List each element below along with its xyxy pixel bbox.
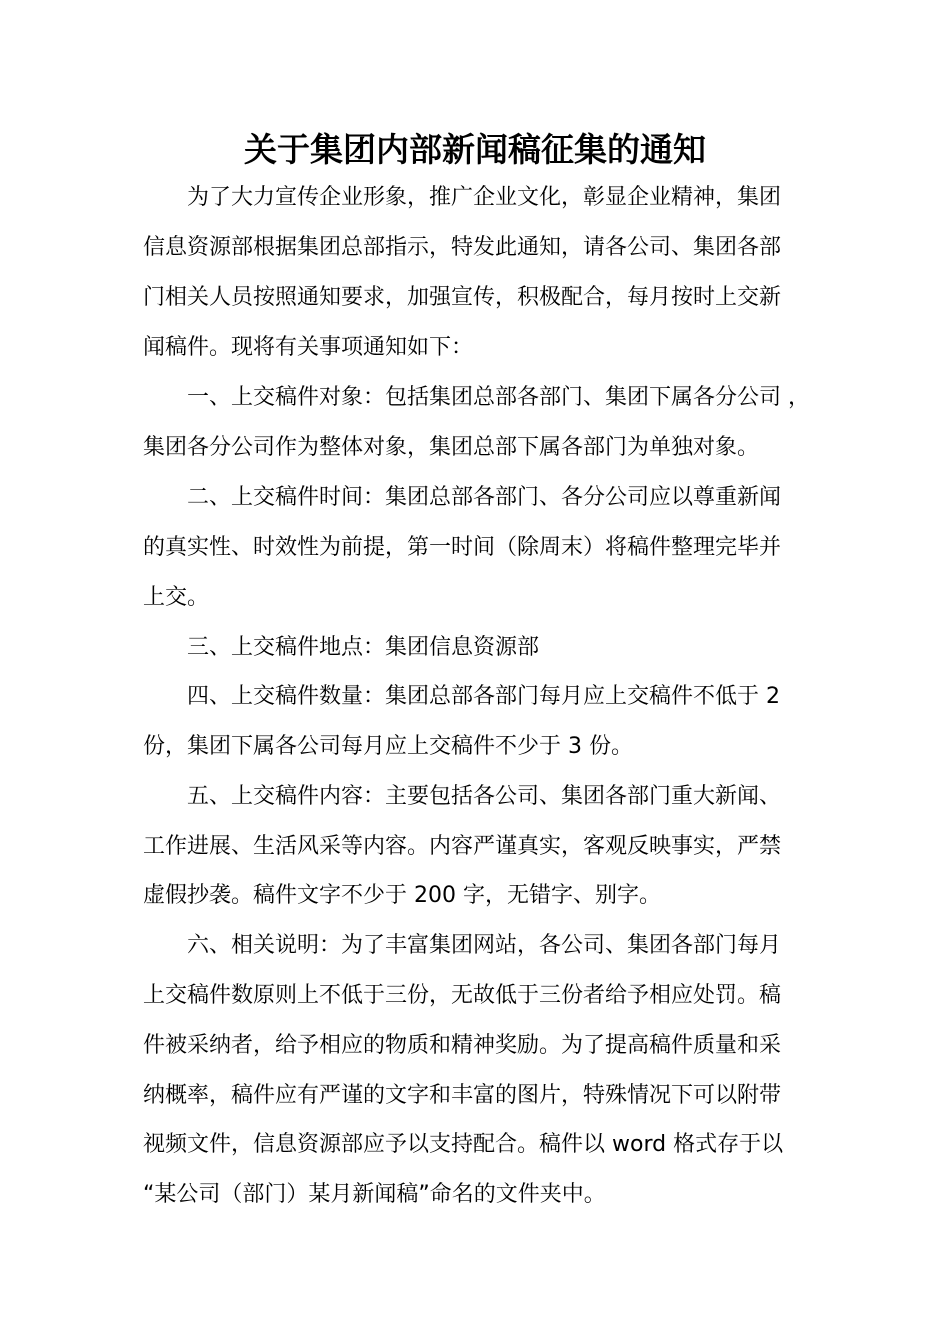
paragraph-line: 六、相关说明：为了丰富集团网站，各公司、集团各部门每月 [187,933,782,958]
paragraph-line: 视频文件，信息资源部应予以支持配合。稿件以 word 格式存于以 [143,1132,784,1157]
paragraph-line: 份，集团下属各公司每月应上交稿件不少于 3 份。 [143,734,633,759]
paragraph-line: 的真实性、时效性为前提，第一时间（除周末）将稿件整理完毕并 [143,535,782,560]
paragraph-line: 四、上交稿件数量：集团总部各部门每月应上交稿件不低于 2 [187,684,780,709]
paragraph-line: 闻稿件。现将有关事项通知如下： [143,335,474,360]
paragraph-line: 工作进展、生活风采等内容。内容严谨真实，客观反映事实，严禁 [143,834,782,859]
paragraph-line: 二、上交稿件时间：集团总部各部门、各分公司应以尊重新闻 [187,485,782,510]
paragraph-line: 一、上交稿件对象：包括集团总部各部门、集团下属各分公司 ， [187,385,810,410]
paragraph-line: 件被采纳者，给予相应的物质和精神奖励。为了提高稿件质量和采 [143,1033,782,1058]
paragraph-line: 虚假抄袭。稿件文字不少于 200 字，无错字、别字。 [143,883,661,908]
paragraph-line: 五、上交稿件内容：主要包括各公司、集团各部门重大新闻、 [187,784,782,809]
paragraph-line: 集团各分公司作为整体对象，集团总部下属各部门为单独对象。 [143,435,760,460]
document-title: 关于集团内部新闻稿征集的通知 [244,130,706,169]
paragraph-line: 上交。 [143,585,210,610]
paragraph-line: 纳概率，稿件应有严谨的文字和丰富的图片，特殊情况下可以附带 [143,1083,782,1108]
paragraph-line: 为了大力宣传企业形象，推广企业文化，彰显企业精神，集团 [187,185,782,210]
paragraph-line: 上交稿件数原则上不低于三份，无故低于三份者给予相应处罚。稿 [143,983,782,1008]
paragraph-line: 门相关人员按照通知要求，加强宣传，积极配合，每月按时上交新 [143,285,782,310]
paragraph-line: 信息资源部根据集团总部指示，特发此通知，请各公司、集团各部 [143,235,782,260]
paragraph-line: “某公司（部门）某月新闻稿”命名的文件夹中。 [143,1182,606,1207]
paragraph-line: 三、上交稿件地点：集团信息资源部 [187,635,540,660]
